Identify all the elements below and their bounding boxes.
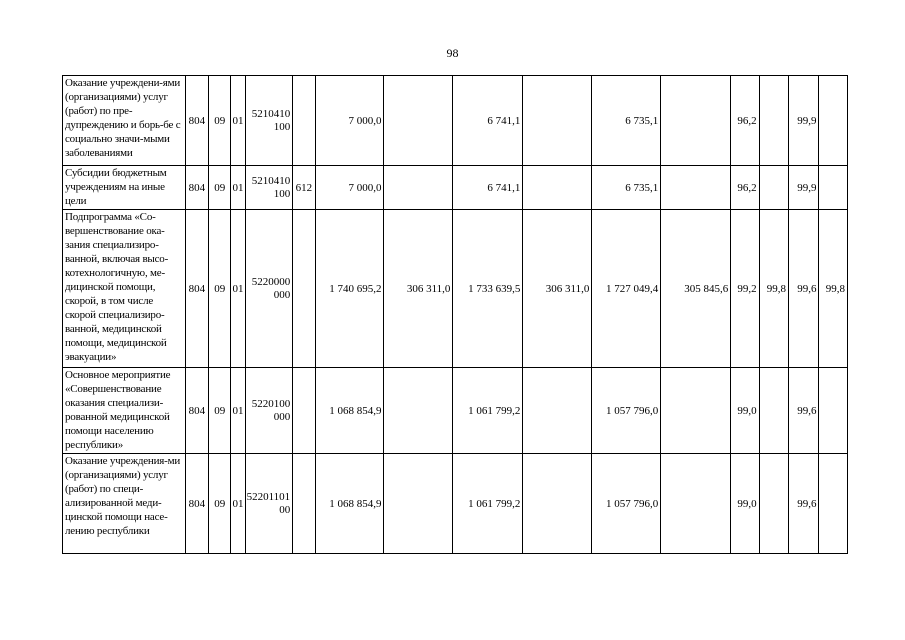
target-article-code-cell: 5220000000: [245, 210, 293, 368]
planned-federal-amount-cell: [384, 166, 453, 210]
refined-federal-amount-cell: 306 311,0: [523, 210, 592, 368]
percent-plan-cell: 99,0: [731, 454, 759, 554]
target-article-code-cell: 5210410100: [245, 166, 293, 210]
planned-federal-amount-cell: [384, 454, 453, 554]
planned-amount-cell: 7 000,0: [315, 166, 384, 210]
target-article-code-cell: 5210410100: [245, 76, 293, 166]
planned-federal-amount-cell: [384, 76, 453, 166]
subsection-code-cell: 01: [231, 454, 245, 554]
section-code-cell: 09: [209, 76, 231, 166]
expense-type-code-cell: [293, 76, 315, 166]
expense-type-code-cell: [293, 210, 315, 368]
refined-amount-cell: 6 741,1: [453, 76, 523, 166]
expense-type-code-cell: [293, 368, 315, 454]
percent-plan-federal-cell: [759, 368, 788, 454]
subsection-code-cell: 01: [231, 76, 245, 166]
percent-refined-federal-cell: [819, 368, 848, 454]
subsection-code-cell: 01: [231, 368, 245, 454]
planned-amount-cell: 1 740 695,2: [315, 210, 384, 368]
executed-federal-amount-cell: [661, 76, 731, 166]
table-row: [63, 368, 848, 454]
percent-plan-cell: 96,2: [731, 166, 759, 210]
planned-amount-cell: 7 000,0: [315, 76, 384, 166]
percent-plan-federal-cell: [759, 454, 788, 554]
subsection-code-cell: 01: [231, 210, 245, 368]
executed-amount-cell: 1 727 049,4: [592, 210, 661, 368]
grbs-code-cell: 804: [185, 454, 208, 554]
page-number: 98: [446, 46, 459, 60]
percent-refined-federal-cell: [819, 166, 848, 210]
table-body: [63, 76, 848, 554]
executed-federal-amount-cell: [661, 368, 731, 454]
refined-federal-amount-cell: [523, 166, 592, 210]
expense-type-code-cell: [293, 454, 315, 554]
table-row: [63, 76, 848, 166]
executed-federal-amount-cell: 305 845,6: [661, 210, 731, 368]
refined-amount-cell: 1 733 639,5: [453, 210, 523, 368]
target-article-code-cell: 5220100000: [245, 368, 293, 454]
executed-federal-amount-cell: [661, 166, 731, 210]
subsection-code-cell: 01: [231, 166, 245, 210]
executed-amount-cell: 6 735,1: [592, 166, 661, 210]
executed-amount-cell: 6 735,1: [592, 76, 661, 166]
refined-federal-amount-cell: [523, 454, 592, 554]
refined-amount-cell: 1 061 799,2: [453, 368, 523, 454]
percent-plan-cell: 99,0: [731, 368, 759, 454]
table-row: [63, 454, 848, 554]
executed-federal-amount-cell: [661, 454, 731, 554]
planned-amount-cell: 1 068 854,9: [315, 368, 384, 454]
planned-federal-amount-cell: [384, 368, 453, 454]
section-code-cell: 09: [209, 454, 231, 554]
refined-amount-cell: 1 061 799,2: [453, 454, 523, 554]
row-name-cell: Оказание учреждения-ми (организациями) услуг (работ) по специ-ализированной меди-цинской помощи насе-лению республики: [63, 454, 186, 554]
section-code-cell: 09: [209, 210, 231, 368]
percent-refined-cell: 99,9: [789, 166, 819, 210]
percent-plan-cell: 99,2: [731, 210, 759, 368]
planned-federal-amount-cell: 306 311,0: [384, 210, 453, 368]
row-name-cell: Основное мероприятие «Совершенствование оказания специализи-рованной медицинской помощи населению республики»: [63, 368, 186, 454]
percent-refined-federal-cell: 99,8: [819, 210, 848, 368]
table-row: [63, 166, 848, 210]
percent-plan-federal-cell: [759, 76, 788, 166]
row-name-cell: Субсидии бюджетным учреждениям на иные цели: [63, 166, 186, 210]
grbs-code-cell: 804: [185, 368, 208, 454]
expense-type-code-cell: 612: [293, 166, 315, 210]
section-code-cell: 09: [209, 368, 231, 454]
grbs-code-cell: 804: [185, 166, 208, 210]
row-name-cell: Подпрограмма «Со-вершенствование ока-зания специализиро-ванной, включая высо-котехнологичную, ме-дицинской помощи, скорой, в том числе скорой специализиро-ванной, медицинской помощи, медицинской эвакуации»: [63, 210, 186, 368]
row-name-cell: Оказание учреждени-ями (организациями) услуг (работ) по пре-дупреждению и борь-бе с социально значи-мыми заболеваниями: [63, 76, 186, 166]
percent-refined-federal-cell: [819, 76, 848, 166]
percent-plan-federal-cell: 99,8: [759, 210, 788, 368]
grbs-code-cell: 804: [185, 210, 208, 368]
grbs-code-cell: 804: [185, 76, 208, 166]
table-row: [63, 210, 848, 368]
percent-refined-cell: 99,9: [789, 76, 819, 166]
percent-refined-cell: 99,6: [789, 454, 819, 554]
planned-amount-cell: 1 068 854,9: [315, 454, 384, 554]
executed-amount-cell: 1 057 796,0: [592, 368, 661, 454]
percent-refined-federal-cell: [819, 454, 848, 554]
refined-federal-amount-cell: [523, 368, 592, 454]
percent-plan-federal-cell: [759, 166, 788, 210]
section-code-cell: 09: [209, 166, 231, 210]
budget-table: [62, 75, 848, 554]
executed-amount-cell: 1 057 796,0: [592, 454, 661, 554]
percent-refined-cell: 99,6: [789, 210, 819, 368]
target-article-code-cell: 5220110100: [245, 454, 293, 554]
refined-amount-cell: 6 741,1: [453, 166, 523, 210]
refined-federal-amount-cell: [523, 76, 592, 166]
percent-refined-cell: 99,6: [789, 368, 819, 454]
percent-plan-cell: 96,2: [731, 76, 759, 166]
